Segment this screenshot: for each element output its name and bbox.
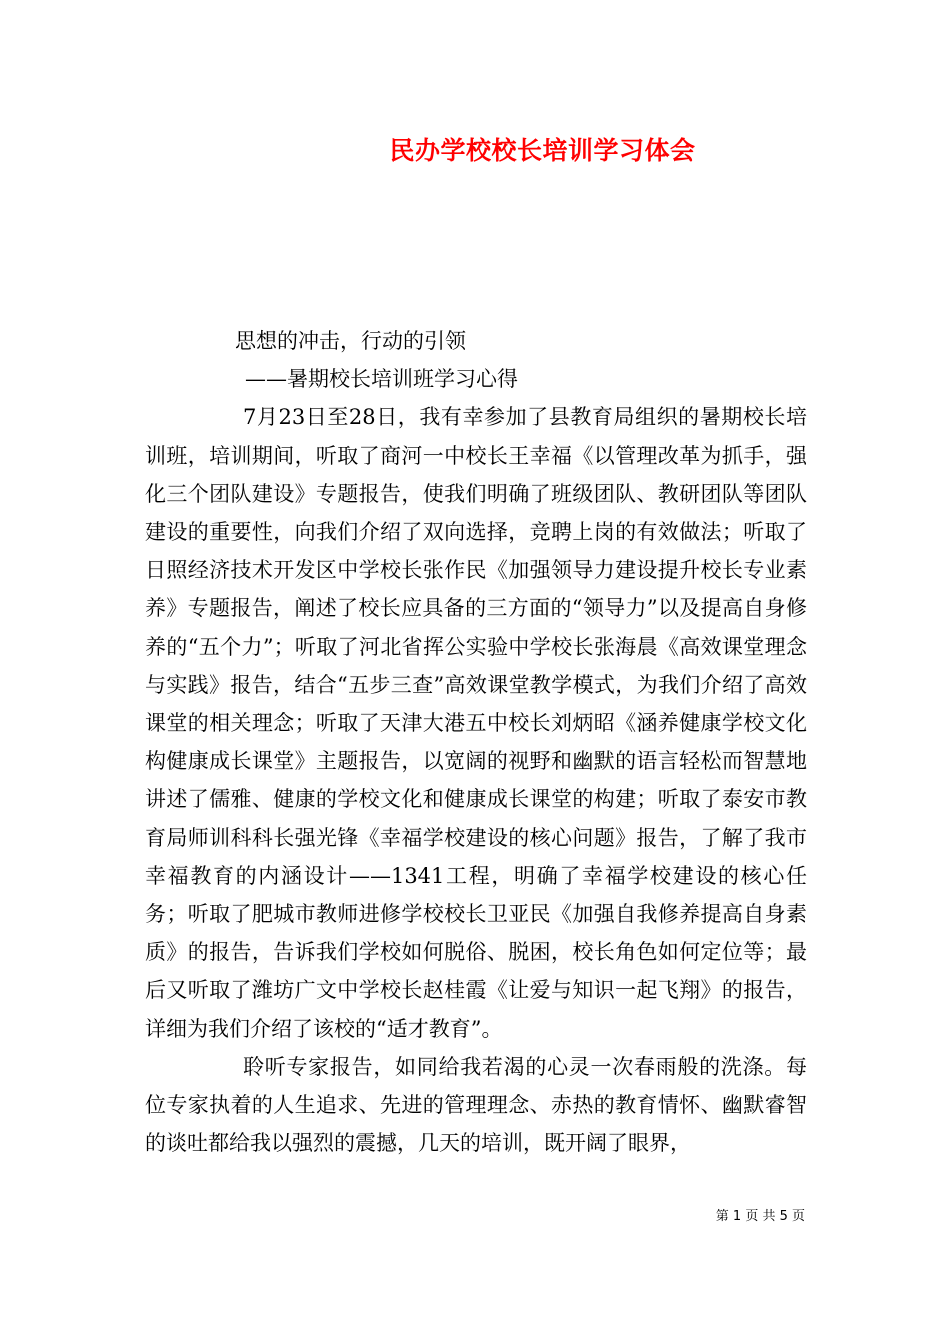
paragraph: 7月23日至28日，我有幸参加了县教育局组织的暑期校长培训班，培训期间，听取了商河一中校长王幸福《以管理改革为抓手，强化三个团队建设》专题报告，使我们明确了班级团队、教研团队等团队建设的重要性，向我们介绍了双向选择，竞聘上岗的有效做法；听取了日照经济技术开发区中学校长张作民《加强领导力建设提升校长专业素养》专题报告，阐述了校长应具备的三方面的“领导力”以及提高自身修养的“五个力”；听取了河北省挥公实验中学校长张海晨《高效课堂理念与实践》报告，结合“五步三查”高效课堂教学模式，为我们介绍了高效课堂的相关理念；听取了天津大港五中校长刘炳昭《涵养健康学校文化构健康成长课堂》主题报告，以宽阔的视野和幽默的语言轻松而智慧地讲述了儒雅、健康的学校文化和健康成长课堂的构建；听取了泰安市教育局师训科科长强光锋《幸福学校建设的核心问题》报告，了解了我市幸福教育的内涵设计——1341工程，明确了幸福学校建设的核心任务；听取了肥城市教师进修学校校长卫亚民《加强自我修养提高自身素质》的报告，告诉我们学校如何脱俗、脱困，校长角色如何定位等；最后又听取了潍坊广文中学校长赵桂霞《让爱与知识一起飞翔》的报告，详细为我们介绍了该校的“适才教育”。 [145, 405, 807, 1041]
document-body [145, 322, 807, 1162]
page-title: 民办学校校长培训学习体会 [389, 136, 696, 165]
subtitle: 思想的冲击，行动的引领 [235, 329, 466, 353]
subtitle-secondary: ——暑期校长培训班学习心得 [245, 367, 518, 392]
page-number: 第 1 页 共 5 页 [715, 1209, 805, 1224]
paragraph: 聆听专家报告，如同给我若渴的心灵一次春雨般的洗涤。每位专家执着的人生追求、先进的管理理念、赤热的教育情怀、幽默睿智的谈吐都给我以强烈的震撼，几天的培训，既开阔了眼界， [145, 1054, 807, 1156]
